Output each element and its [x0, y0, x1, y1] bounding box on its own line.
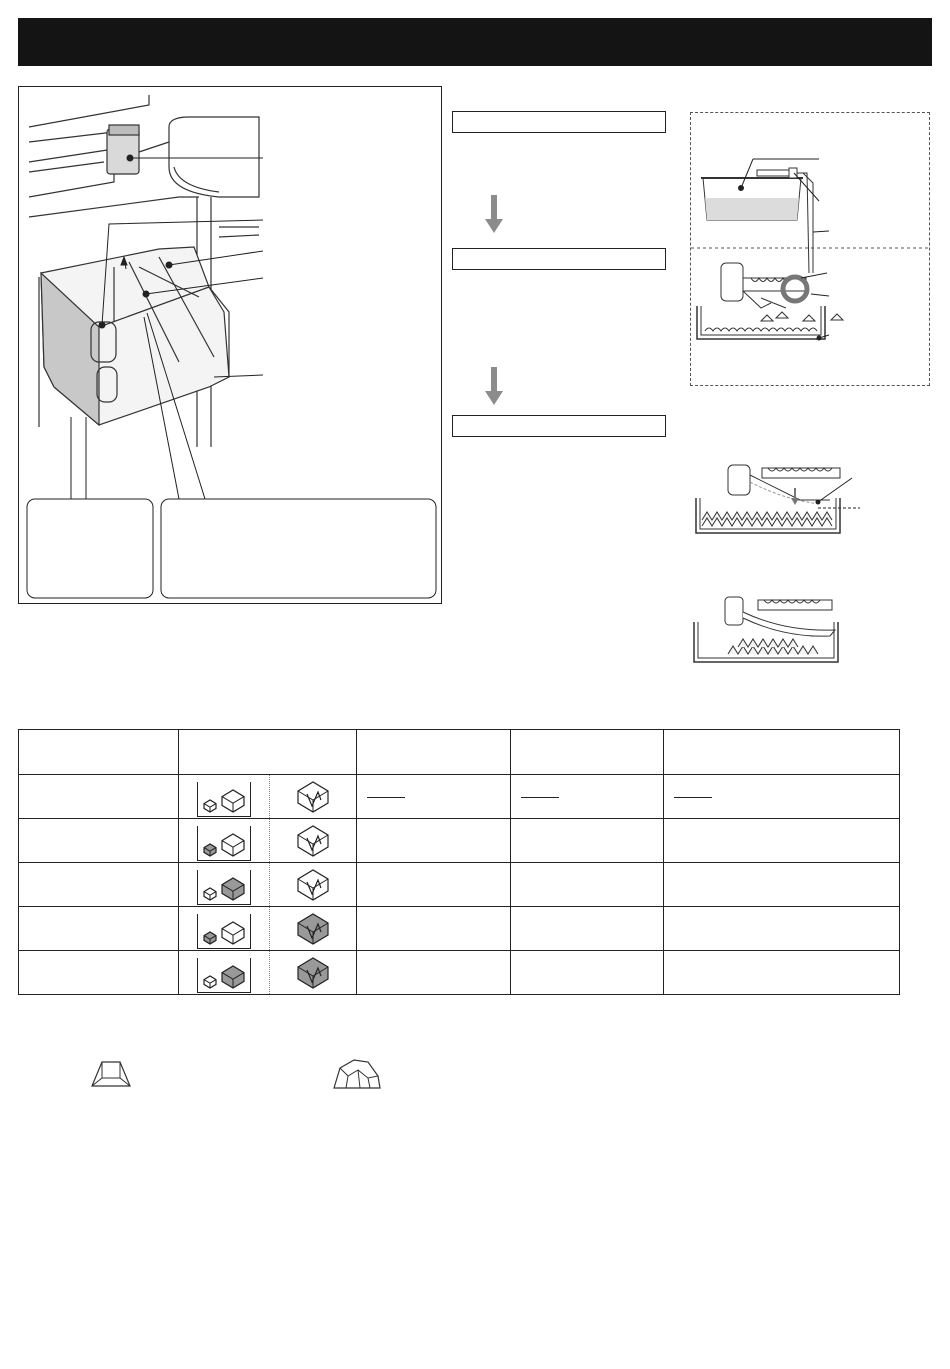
large-cube-icon	[220, 832, 246, 858]
table-row	[19, 907, 900, 951]
small-cube-icon	[202, 842, 218, 858]
ice-settings-table	[18, 729, 900, 995]
down-arrow-icon	[484, 195, 504, 235]
cube-size-pair	[179, 952, 269, 993]
table-row	[19, 951, 900, 995]
crushed-cube-icon	[296, 780, 330, 814]
small-cube-icon	[202, 930, 218, 946]
crushed-cube-icon	[296, 956, 330, 990]
step-box-3	[452, 415, 666, 437]
crushed-cube-icon	[296, 868, 330, 902]
large-cube-icon	[220, 876, 246, 902]
cube-size-pair	[179, 776, 269, 817]
callout-box-right	[161, 499, 436, 598]
table-row	[19, 819, 900, 863]
cube-size-pair	[179, 908, 269, 949]
crushed-cube-icon	[296, 912, 330, 946]
ice-bin-partial-diagram	[690, 592, 850, 667]
header-bar	[18, 18, 932, 66]
table-row	[19, 775, 900, 819]
ice-maker-illustration	[19, 87, 443, 605]
step-box-1	[452, 111, 666, 133]
ice-maker-illustration-frame	[18, 86, 442, 604]
small-cube-icon	[202, 798, 218, 814]
small-cube-icon	[202, 974, 218, 990]
crushed-cube-icon	[296, 824, 330, 858]
small-cube-icon	[202, 886, 218, 902]
callout-box-left	[27, 499, 153, 598]
cube-size-pair	[179, 820, 269, 861]
ice-bin-full-diagram	[690, 460, 865, 540]
ice-maker-unit	[107, 129, 139, 174]
table-header-row	[19, 730, 900, 775]
cube-size-pair	[179, 864, 269, 905]
down-arrow-icon	[484, 367, 504, 407]
step-box-2	[452, 248, 666, 270]
water-tank-ice-tray-diagram	[690, 112, 930, 386]
table-row	[19, 863, 900, 907]
large-cube-icon	[220, 788, 246, 814]
large-cube-icon	[220, 964, 246, 990]
large-cube-icon	[220, 920, 246, 946]
ice-cube-icon	[88, 1056, 134, 1092]
crushed-ice-icon	[330, 1054, 384, 1094]
